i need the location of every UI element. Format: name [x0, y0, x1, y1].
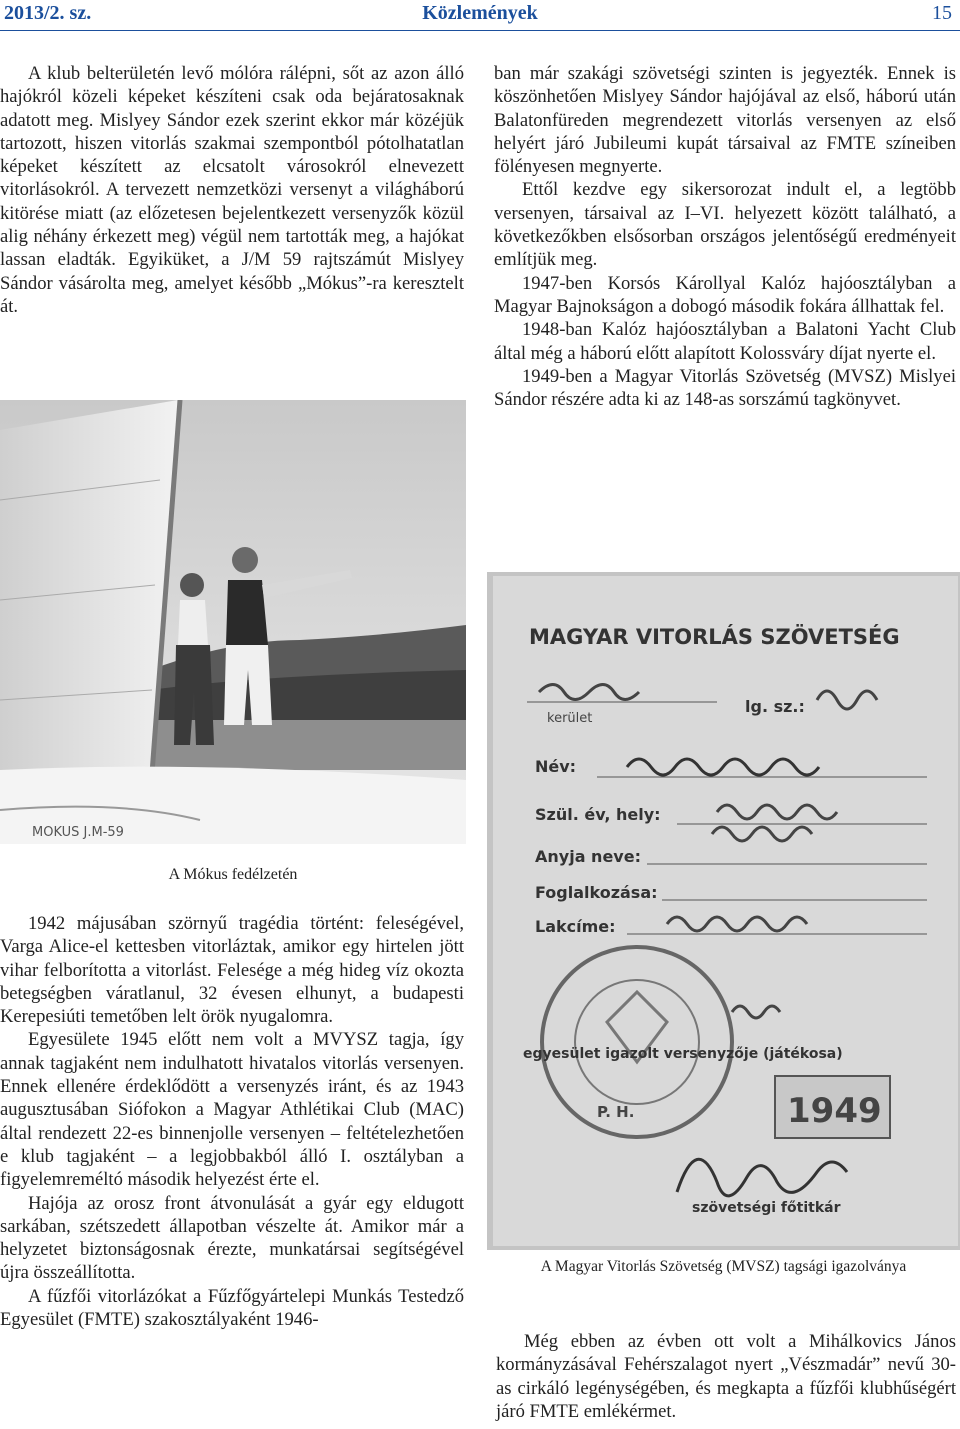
left-bottom-column — [0, 912, 464, 1331]
section-title: Közlemények — [422, 2, 538, 24]
page-number: 15 — [932, 2, 952, 24]
paragraph: Hajója az orosz front átvonulását a gyár egy eldugott sarkában, szétszedett állapotban vészelte át. Amikor már a helyzetet biztonságosnak érezte, munkatársai segítségével újra összeállította. — [0, 1192, 464, 1284]
paragraph: 1942 májusában szörnyű tragédia történt: feleségével, Varga Alice-el kettesben vitorláztak, amikor egy hirtelen jött vihar felborította a vitorlást. Felesége a még hideg víz okozta betegségben váratlanul, 32 évesen elhunyt, a budapesti Kerepesiúti temetőben lelt örök nyugalomra. — [0, 913, 464, 1028]
paragraph: A klub belterületén levő mólóra rálépni, sőt az azon álló hajókról közeli képeket készíteni csak oda bejáratosaknak adatott meg. Mislyey Sándor ezek szerint ekkor már közéjük tartozott, hiszen vitorlás szakmai szempontból pótolhatatlan képeket készített az elcsatolt városokról elnevezett vitorlásokról. A tervezett nemzetközi versenyt a világháború kitörése miatt (az előzetesen bejelentkezett versenyzők közül alig néhány érkezett meg) végül nem tartották meg, a hajókat lassan eladták. Egyiküket, a J/M 59 rajtszámút Mislyey Sándor vásárolta meg, amelyet később „Mókus”-ra keresztelt át. — [0, 63, 464, 317]
membership-card-photo — [487, 572, 960, 1250]
sailboat-photo — [0, 400, 466, 844]
verified-label: egyesület igazolt versenyzője (játékosa) — [523, 1046, 843, 1062]
occupation-label: Foglalkozása: — [535, 883, 658, 902]
ph-label: P. H. — [597, 1103, 635, 1121]
card-title: MAGYAR VITORLÁS SZÖVETSÉG — [529, 625, 900, 649]
issue-label: 2013/2. sz. — [4, 2, 92, 24]
right-top-column — [494, 62, 956, 411]
paragraph: Ettől kezdve egy sikersorozat indult el, a legtöbb versenyen, társaival az I–VI. helyezett között található, a következőkben elsősorban országos jelentőségű eredményeit említjük meg. — [494, 179, 956, 271]
paragraph: 1948-ban Kalóz hajóosztályban a Balatoni Yacht Club által még a háború előtt alapított Kolossváry díjat nyerte el. — [494, 319, 956, 364]
left-top-column — [0, 62, 464, 318]
photo-caption: A Mókus fedélzetén — [168, 866, 298, 883]
address-label: Lakcíme: — [535, 917, 616, 936]
mother-label: Anyja neve: — [535, 847, 641, 866]
paragraph: ban már szakági szövetségi szinten is jegyezték. Ennek is köszönhetően Mislyey Sándor hajójával az első, háború után Balatonfüreden megrendezett vitorlás versenyen az első helyért járó Jubileumi kupát társaival az FMTE színeiben fölényesen megnyerte. — [494, 63, 956, 178]
paragraph: A fűzfői vitorlázókat a Fűzfőgyártelepi Munkás Testedző Egyesület (FMTE) szakosztályaként 1946- — [0, 1285, 464, 1331]
right-bottom-column — [496, 1330, 956, 1423]
secretary-label: szövetségi főtitkár — [692, 1200, 841, 1216]
page-header — [0, 0, 960, 24]
card-year: 1949 — [787, 1091, 882, 1131]
paragraph: Még ebben az évben ott volt a Mihálkovics János kormányzásával Fehérszalagot nyert „Vészmadár” nevű 30-as cirkáló legénységében, és megkapta a fűzfői klubhűségért járó FMTE emlékérmet. — [496, 1331, 956, 1422]
name-label: Név: — [535, 757, 577, 776]
birth-label: Szül. év, hely: — [535, 805, 661, 824]
kerulet-label: kerület — [547, 711, 593, 726]
paragraph: 1949-ben a Magyar Vitorlás Szövetség (MVSZ) Mislyei Sándor részére adta ki az 148-as sorszámú tagkönyvet. — [494, 365, 956, 411]
card-caption: A Magyar Vitorlás Szövetség (MVSZ) tagsági igazolványa — [540, 1258, 907, 1275]
lg-label: lg. sz.: — [745, 697, 805, 716]
paragraph: 1947-ben Korsós Károllyal Kalóz hajóosztályban a Magyar Bajnokságon a dobogó második fokára állhattak fel. — [494, 272, 956, 317]
hull-text: MOKUS J.M-59 — [32, 825, 124, 840]
paragraph: Egyesülete 1945 előtt nem volt a MVYSZ tagja, így annak tagjaként nem indulhatott hivatalos vitorlás versenyen. Ennek ellenére érdeklődött a versenyzés iránt, és az 1943 augusztusában Siófokon a Magyar Athlétikai Club (MAC) által rendezett 22-es binnenjolle versenyen – feltételezhetően e klub tagjaként – a legjobbakból álló I. osztályban a figyelemreméltó második helyezést érte el. — [0, 1029, 464, 1191]
header-rule — [0, 30, 960, 31]
